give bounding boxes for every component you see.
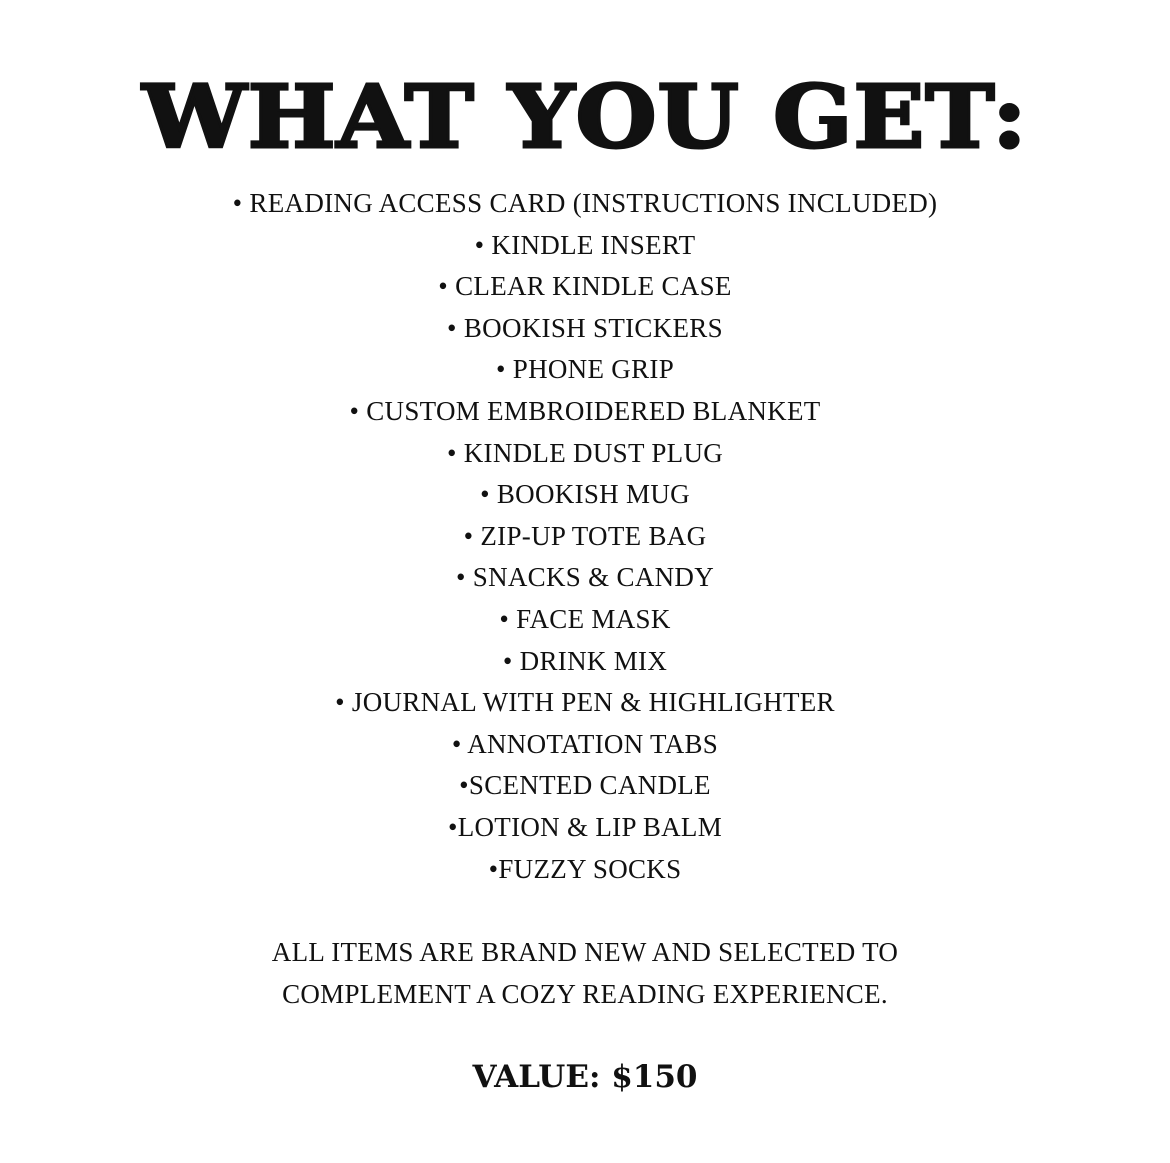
list-item: • PHONE GRIP — [495, 354, 675, 385]
footer-line: ALL ITEMS ARE BRAND NEW AND SELECTED TO — [271, 937, 899, 967]
list-item: •SCENTED CANDLE — [459, 770, 711, 801]
list-item: • KINDLE DUST PLUG — [446, 437, 724, 468]
list-item: • SNACKS & CANDY — [455, 562, 715, 593]
footer-note — [0, 931, 1170, 1015]
value-label: VALUE: $150 — [472, 1059, 698, 1095]
items-list — [0, 183, 1170, 890]
list-item: • DRINK MIX — [502, 645, 668, 676]
list-item: •FUZZY SOCKS — [488, 853, 682, 884]
list-item: • BOOKISH STICKERS — [447, 312, 723, 343]
list-item: • ZIP-UP TOTE BAG — [463, 520, 707, 551]
list-item: • READING ACCESS CARD (INSTRUCTIONS INCLUDED) — [232, 188, 938, 218]
list-item: • JOURNAL WITH PEN & HIGHLIGHTER — [335, 687, 835, 718]
list-item: • KINDLE INSERT — [474, 229, 696, 260]
page-title: WHAT YOU GET: — [142, 67, 1028, 168]
list-item: • FACE MASK — [499, 603, 671, 634]
list-item: • ANNOTATION TABS — [451, 728, 719, 759]
list-item: • CUSTOM EMBROIDERED BLANKET — [349, 395, 821, 426]
footer-line: COMPLEMENT A COZY READING EXPERIENCE. — [282, 979, 888, 1009]
list-item: •LOTION & LIP BALM — [447, 811, 723, 842]
list-item: • BOOKISH MUG — [480, 479, 690, 510]
list-item: • CLEAR KINDLE CASE — [438, 271, 732, 302]
